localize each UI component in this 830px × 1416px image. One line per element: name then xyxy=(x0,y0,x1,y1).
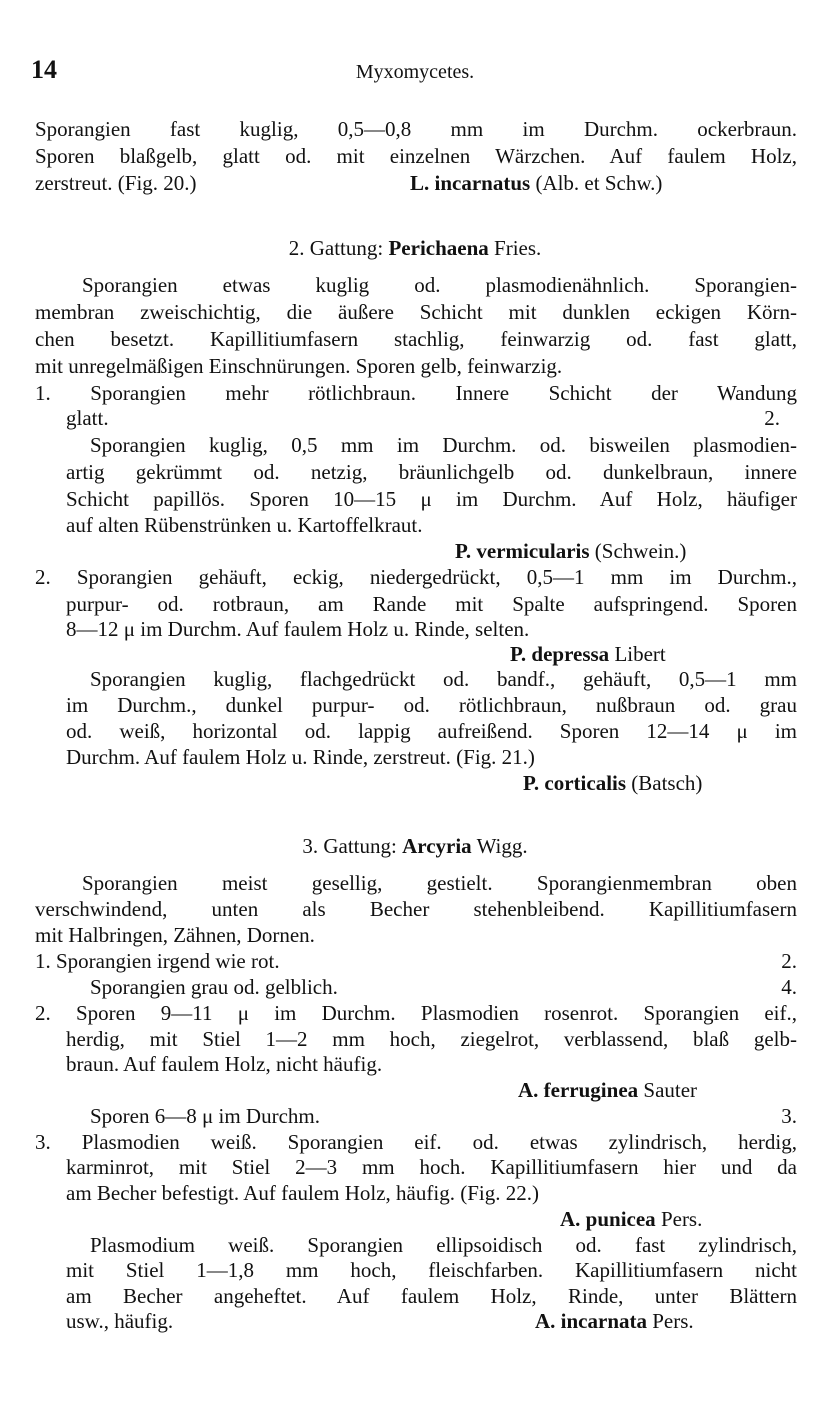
key-line: herdig, mit Stiel 1—2 mm hoch, ziegelrot, verblassend, blaß gelb- xyxy=(66,1027,797,1051)
genus-prefix: 3. Gattung: xyxy=(302,834,397,858)
key-reference: 3. xyxy=(781,1104,797,1128)
species-author: Pers. xyxy=(660,1207,703,1231)
key-line: purpur- od. rotbraun, am Rande mit Spalte aufspringend. Sporen xyxy=(66,592,797,616)
key-line: artig gekrümmt od. netzig, bräunlichgelb od. dunkelbraun, innere xyxy=(66,460,797,484)
key-line: am Becher befestigt. Auf faulem Holz, häufig. (Fig. 22.) xyxy=(66,1181,539,1205)
genus-name: Perichaena xyxy=(388,236,489,260)
text-line: mit unregelmäßigen Einschnürungen. Sporen gelb, feinwarzig. xyxy=(35,354,563,378)
key-line: Durchm. Auf faulem Holz u. Rinde, zerstreut. (Fig. 21.) xyxy=(66,745,535,769)
species-name: P. depressa xyxy=(510,642,610,666)
key-reference: 2. xyxy=(764,406,780,430)
text-line: zerstreut. (Fig. 20.) xyxy=(35,171,197,195)
species-author: (Alb. et Schw.) xyxy=(535,171,663,195)
species-name-line xyxy=(410,170,662,196)
key-line: 8—12 μ im Durchm. Auf faulem Holz u. Rinde, selten. xyxy=(66,617,530,641)
key-line: braun. Auf faulem Holz, nicht häufig. xyxy=(66,1052,383,1076)
key-line: Sporangien kuglig, 0,5 mm im Durchm. od. bisweilen plasmodien- xyxy=(90,433,797,457)
species-name: A. incarnata xyxy=(535,1309,647,1333)
species-name-line xyxy=(455,538,686,564)
species-name-line xyxy=(518,1077,697,1103)
genus-name: Arcyria xyxy=(402,834,472,858)
key-line: Schicht papillös. Sporen 10—15 μ im Durchm. Auf Holz, häufiger xyxy=(66,487,797,511)
genus-heading xyxy=(0,833,830,859)
text-line: Sporangien etwas kuglig od. plasmodienähnlich. Sporangien- xyxy=(82,273,797,297)
key-line: karminrot, mit Stiel 2—3 mm hoch. Kapillitiumfasern hier und da xyxy=(66,1155,797,1179)
text-line: membran zweischichtig, die äußere Schicht mit dunklen eckigen Körn- xyxy=(35,300,797,324)
key-line: 2. Sporangien gehäuft, eckig, niedergedrückt, 0,5—1 mm im Durchm., xyxy=(35,565,797,589)
genus-author: Fries. xyxy=(494,236,542,260)
genus-author: Wigg. xyxy=(476,834,528,858)
text-line: Sporangien fast kuglig, 0,5—0,8 mm im Durchm. ockerbraun. xyxy=(35,117,797,141)
key-line: usw., häufig. xyxy=(66,1309,174,1333)
species-author: Libert xyxy=(614,642,666,666)
key-line: Plasmodium weiß. Sporangien ellipsoidisch od. fast zylindrisch, xyxy=(90,1233,797,1257)
key-line: auf alten Rübenstrünken u. Kartoffelkraut. xyxy=(66,513,423,537)
key-line: 1. Sporangien mehr rötlichbraun. Innere Schicht der Wandung xyxy=(35,381,797,405)
text-line: mit Halbringen, Zähnen, Dornen. xyxy=(35,923,315,947)
species-author: Sauter xyxy=(643,1078,698,1102)
key-line: 1. Sporangien irgend wie rot. xyxy=(35,949,280,973)
key-line: Sporangien kuglig, flachgedrückt od. bandf., gehäuft, 0,5—1 mm xyxy=(90,667,797,691)
key-line: od. weiß, horizontal od. lappig aufreißend. Sporen 12—14 μ im xyxy=(66,719,797,743)
key-line: 3. Plasmodien weiß. Sporangien eif. od. etwas zylindrisch, herdig, xyxy=(35,1130,797,1154)
text-line: Sporangien meist gesellig, gestielt. Sporangienmembran oben xyxy=(82,871,797,895)
key-line: 2. Sporen 9—11 μ im Durchm. Plasmodien rosenrot. Sporangien eif., xyxy=(35,1001,797,1025)
species-name: L. incarnatus xyxy=(410,171,531,195)
species-author: Pers. xyxy=(652,1309,694,1333)
species-author: (Schwein.) xyxy=(594,539,687,563)
species-name: P. corticalis xyxy=(523,771,627,795)
key-reference: 2. xyxy=(781,949,797,973)
running-title: Myxomycetes. xyxy=(355,61,475,83)
page-number: 14 xyxy=(31,55,57,84)
key-line: mit Stiel 1—1,8 mm hoch, fleischfarben. Kapillitiumfasern nicht xyxy=(66,1258,797,1282)
key-line: glatt. xyxy=(66,406,109,430)
species-name-line xyxy=(535,1308,694,1334)
key-line: im Durchm., dunkel purpur- od. rötlichbraun, nußbraun od. grau xyxy=(66,693,797,717)
key-line: Sporen 6—8 μ im Durchm. xyxy=(90,1104,320,1128)
genus-heading xyxy=(0,235,830,261)
key-line: Sporangien grau od. gelblich. xyxy=(90,975,338,999)
species-name: A. punicea xyxy=(560,1207,656,1231)
species-name-line xyxy=(523,770,702,796)
genus-prefix: 2. Gattung: xyxy=(288,236,384,260)
key-reference: 4. xyxy=(781,975,797,999)
key-line: am Becher angeheftet. Auf faulem Holz, Rinde, unter Blättern xyxy=(66,1284,797,1308)
text-line: Sporen blaßgelb, glatt od. mit einzelnen Wärzchen. Auf faulem Holz, xyxy=(35,144,797,168)
text-line: verschwindend, unten als Becher stehenbleibend. Kapillitiumfasern xyxy=(35,897,797,921)
species-name-line xyxy=(560,1206,702,1232)
species-author: (Batsch) xyxy=(631,771,703,795)
species-name: A. ferruginea xyxy=(518,1078,639,1102)
species-name: P. vermicularis xyxy=(455,539,590,563)
species-name-line xyxy=(510,641,666,667)
text-line: chen besetzt. Kapillitiumfasern stachlig, feinwarzig od. fast glatt, xyxy=(35,327,797,351)
